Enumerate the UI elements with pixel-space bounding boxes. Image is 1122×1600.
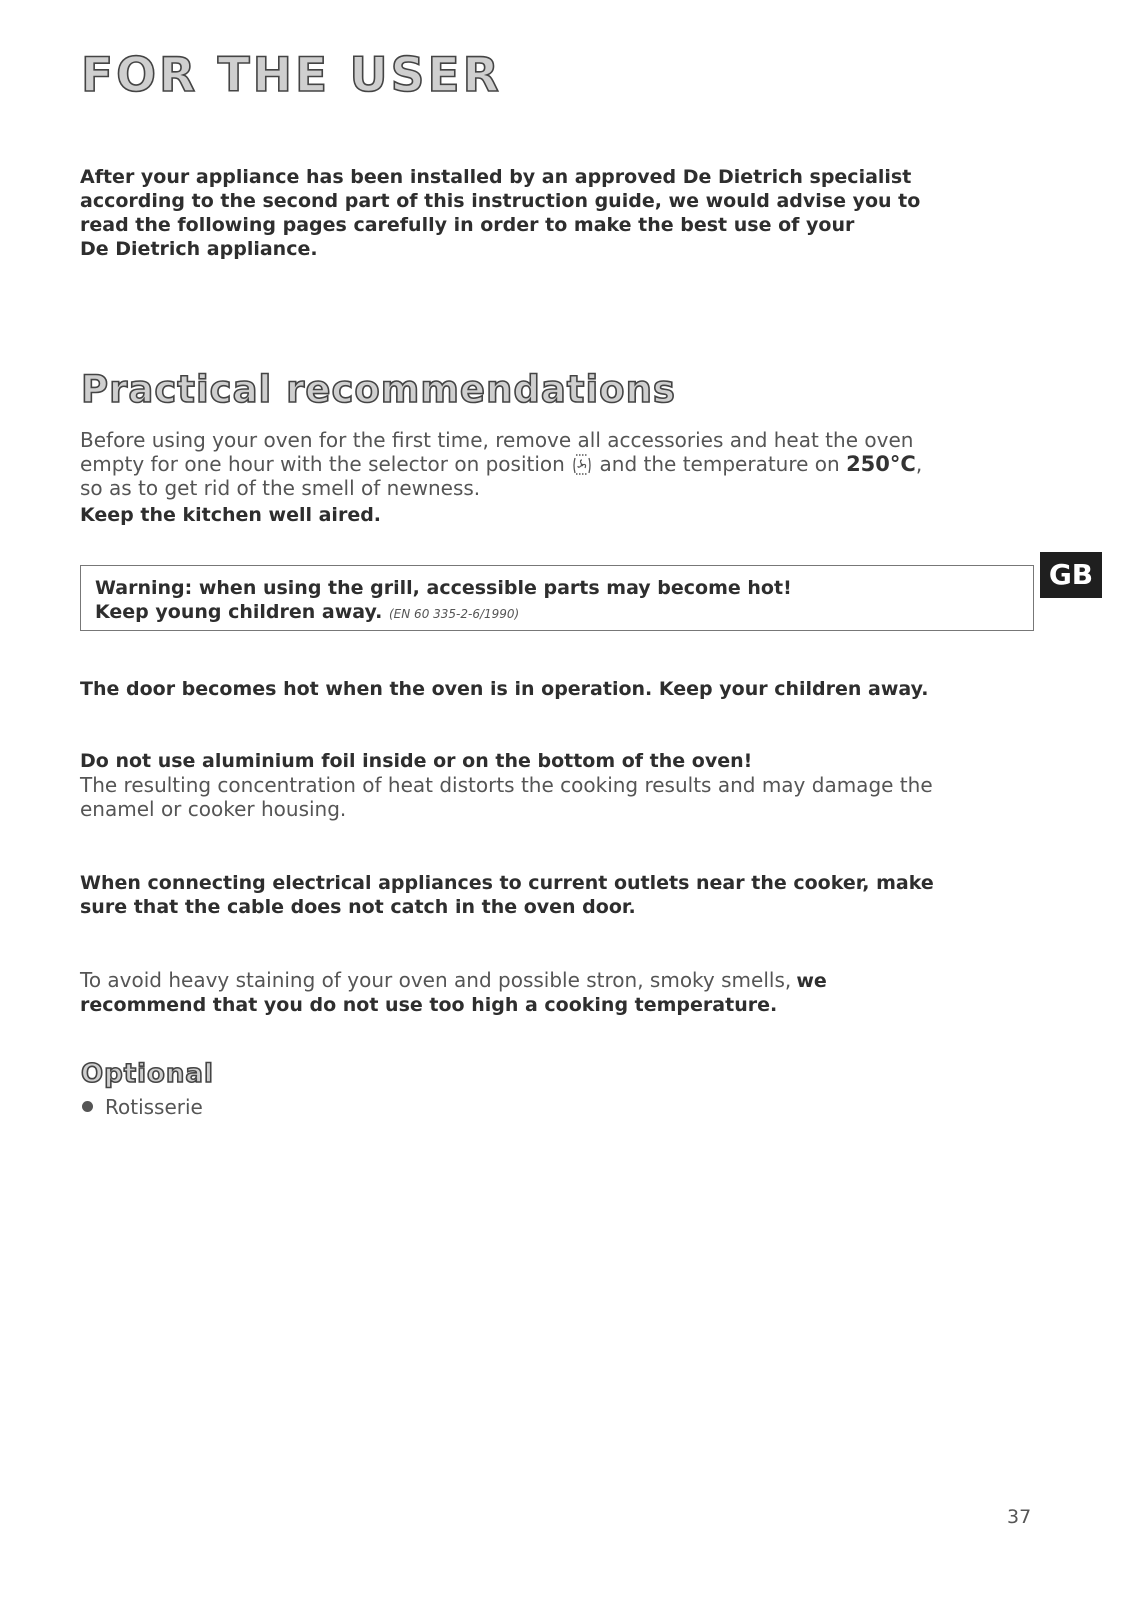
intro-line: De Dietrich appliance. xyxy=(80,238,318,260)
staining-emphasis: recommend that you do not use too high a cooking temperature. xyxy=(80,994,778,1016)
first-use-text: , xyxy=(915,452,923,476)
intro-line: read the following pages carefully in order to make the best use of your xyxy=(80,214,855,236)
section-heading-practical: Practical recommendations xyxy=(81,368,676,411)
staining-text: To avoid heavy staining of your oven and possible stron, smoky smells, xyxy=(80,968,792,992)
door-warning: The door becomes hot when the oven is in operation. Keep your children away. xyxy=(80,678,929,700)
staining-emphasis: we xyxy=(796,970,827,992)
foil-line: enamel or cooker housing. xyxy=(80,797,347,821)
intro-line: After your appliance has been installed by an approved De Dietrich specialist xyxy=(80,166,912,188)
list-item-label: Rotisserie xyxy=(105,1095,203,1119)
temperature-value: 250°C xyxy=(846,452,916,476)
first-use-text: empty for one hour with the selector on position xyxy=(80,452,565,476)
standard-reference: (EN 60 335-2-6/1990) xyxy=(389,607,520,621)
first-use-paragraph xyxy=(80,428,1040,500)
first-use-line xyxy=(80,452,1040,476)
keep-aired-note: Keep the kitchen well aired. xyxy=(80,504,382,526)
warning-box xyxy=(80,565,1034,631)
optional-list xyxy=(82,1095,203,1119)
first-use-line: Before using your oven for the first time, remove all accessories and heat the oven xyxy=(80,428,914,452)
electrical-line: sure that the cable does not catch in the oven door. xyxy=(80,896,636,918)
page-title: FOR THE USER xyxy=(81,48,502,103)
foil-paragraph xyxy=(80,749,1040,821)
foil-line: The resulting concentration of heat distorts the cooking results and may damage the xyxy=(80,773,933,797)
fan-oven-icon xyxy=(573,453,591,475)
section-heading-optional: Optional xyxy=(81,1059,214,1089)
page-number: 37 xyxy=(1007,1506,1032,1528)
warning-line: Warning: when using the grill, accessible parts may become hot! xyxy=(95,577,792,599)
list-item xyxy=(82,1095,203,1119)
foil-title: Do not use aluminium foil inside or on the bottom of the oven! xyxy=(80,750,753,772)
bullet-icon xyxy=(82,1101,93,1112)
warning-text: Keep young children away. xyxy=(95,601,383,623)
electrical-line: When connecting electrical appliances to current outlets near the cooker, make xyxy=(80,872,934,894)
first-use-line: so as to get rid of the smell of newness. xyxy=(80,476,481,500)
intro-line: according to the second part of this instruction guide, we would advise you to xyxy=(80,190,921,212)
electrical-paragraph xyxy=(80,871,1040,919)
intro-paragraph xyxy=(80,165,1040,261)
warning-line xyxy=(95,600,1033,626)
staining-paragraph xyxy=(80,968,1040,1017)
language-tab: GB xyxy=(1040,552,1102,598)
first-use-text: and the temperature on xyxy=(599,452,840,476)
